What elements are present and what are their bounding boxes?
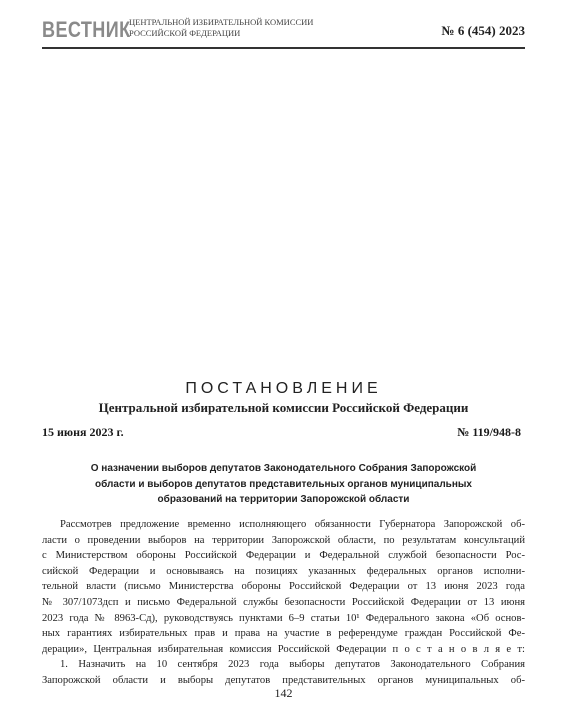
body-line: ласти о проведении выборов на территории Запорожской области, по результатам консультаций: [42, 534, 525, 546]
body-line: ных гарантиях избирательных прав и права на участие в референдуме граждан Российской Фе-: [42, 628, 525, 640]
publication-name: [129, 17, 349, 39]
decree-body: [42, 517, 525, 689]
header-divider: [42, 47, 525, 49]
body-line: 1. Назначить на 10 сентября 2023 года выборы депутатов Законодательного Собрания: [60, 659, 525, 671]
body-line: Запорожской области и выборы депутатов представительных органов муниципальных об-: [42, 674, 525, 686]
issue-number: № 6 (454) 2023: [441, 23, 525, 38]
heading-line: О назначении выборов депутатов Законодательного Собрания Запорожской: [90, 463, 477, 474]
body-line: с Министерством обороны Российской Федерации и Федеральной службой безопасности Рос-: [42, 550, 525, 562]
body-line: сийской Федерации и основываясь на позициях указанных федеральных органов исполни-: [42, 565, 525, 577]
body-line: Рассмотрев предложение временно исполняющего обязанности Губернатора Запорожской об-: [60, 519, 525, 530]
body-line: 2023 года № 8963-Сд), руководствуясь пунктами 6–9 статьи 10¹ Федерального закона «Об основ-: [42, 612, 525, 624]
journal-logo: ВЕСТНИК: [42, 17, 131, 42]
publication-line-2: РОССИЙСКОЙ ФЕДЕРАЦИИ: [129, 28, 241, 38]
body-line: тельной власти (письмо Министерства обороны Российской Федерации от 13 июня 2023 года: [42, 581, 525, 593]
decree-issuer: Центральной избирательной комиссии Российской Федерации: [98, 400, 469, 415]
heading-line: образований на территории Запорожской области: [157, 494, 410, 505]
body-line: № 307/1073дсп и письмо Федеральной службы безопасности Российской Федерации от 13 июня: [42, 596, 525, 608]
decree-title: ПОСТАНОВЛЕНИЕ: [185, 380, 382, 397]
decree-number: № 119/948-8: [457, 425, 521, 439]
heading-line: области и выборов депутатов представительных органов муниципальных: [95, 478, 472, 490]
decree-heading: [70, 461, 497, 508]
body-line: дерации», Центральная избирательная комиссия Российской Федерации п о с т а н о в л я е т:: [42, 643, 525, 655]
page-header: [42, 14, 525, 48]
page-number: 142: [274, 686, 293, 700]
publication-line-1: ЦЕНТРАЛЬНОЙ ИЗБИРАТЕЛЬНОЙ КОМИССИИ: [129, 17, 314, 27]
decree-date: 15 июня 2023 г.: [42, 425, 124, 439]
